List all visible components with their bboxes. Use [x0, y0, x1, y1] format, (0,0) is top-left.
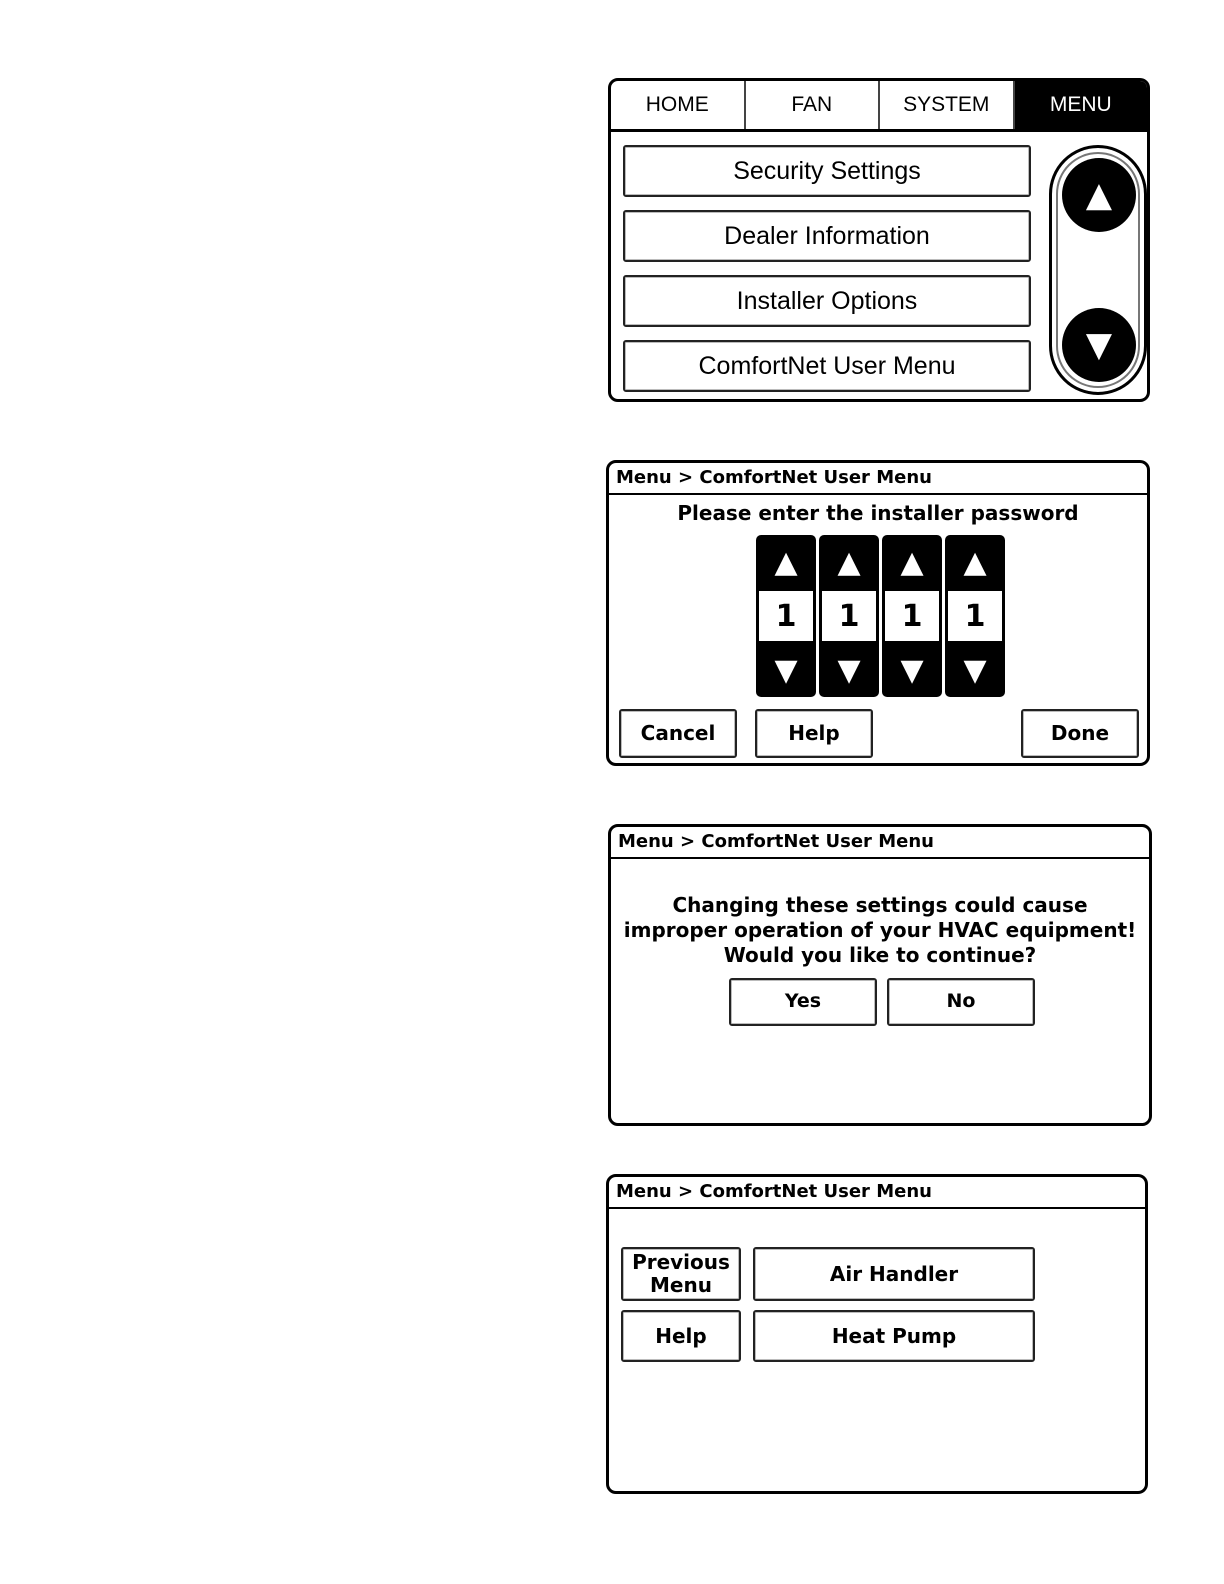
help-button[interactable]: Help	[755, 709, 873, 758]
comfortnet-menu-screen	[606, 1174, 1148, 1494]
digit-down-button[interactable]	[819, 643, 879, 697]
previous-menu-label-line1: Previous	[632, 1250, 730, 1274]
main-menu-screen	[608, 78, 1150, 402]
digit-value: 1	[822, 591, 876, 641]
triangle-up-icon: ▲	[774, 544, 798, 580]
triangle-up-icon: ▲	[900, 544, 924, 580]
installer-options-button[interactable]: Installer Options	[623, 275, 1031, 327]
air-handler-button[interactable]: Air Handler	[753, 1247, 1035, 1301]
dealer-information-button[interactable]: Dealer Information	[623, 210, 1031, 262]
no-button[interactable]: No	[887, 978, 1035, 1026]
digit-spinner	[882, 535, 942, 697]
digit-spinner	[756, 535, 816, 697]
scroll-up-button[interactable]	[1062, 158, 1136, 232]
previous-menu-label-line2: Menu	[650, 1273, 712, 1297]
triangle-up-icon: ▲	[837, 544, 861, 580]
tab-bar	[611, 81, 1147, 132]
tab-home[interactable]: HOME	[611, 81, 746, 129]
help-button[interactable]: Help	[621, 1310, 741, 1362]
tab-fan[interactable]: FAN	[746, 81, 881, 129]
breadcrumb: Menu > ComfortNet User Menu	[609, 1177, 1145, 1209]
triangle-down-icon: ▼	[774, 652, 798, 688]
password-prompt: Please enter the installer password	[677, 501, 1079, 525]
done-button[interactable]: Done	[1021, 709, 1139, 758]
heat-pump-button[interactable]: Heat Pump	[753, 1310, 1035, 1362]
triangle-down-icon: ▼	[1085, 325, 1113, 365]
triangle-down-icon: ▼	[963, 652, 987, 688]
scroll-bar	[1049, 145, 1147, 395]
yes-button[interactable]: Yes	[729, 978, 877, 1026]
security-settings-button[interactable]: Security Settings	[623, 145, 1031, 197]
digit-value: 1	[885, 591, 939, 641]
warning-message: Changing these settings could cause improper operation of your HVAC equipment! Would you like to continue?	[623, 893, 1137, 967]
password-screen	[606, 460, 1150, 766]
warning-screen	[608, 824, 1152, 1126]
digit-up-button[interactable]	[882, 535, 942, 589]
triangle-up-icon: ▲	[1085, 175, 1113, 215]
cancel-button[interactable]: Cancel	[619, 709, 737, 758]
triangle-down-icon: ▼	[900, 652, 924, 688]
tab-menu[interactable]: MENU	[1015, 81, 1148, 129]
digit-up-button[interactable]	[819, 535, 879, 589]
digit-value: 1	[759, 591, 813, 641]
previous-menu-button[interactable]	[621, 1247, 741, 1301]
tab-system[interactable]: SYSTEM	[880, 81, 1015, 129]
digit-spinner	[945, 535, 1005, 697]
digit-down-button[interactable]	[882, 643, 942, 697]
triangle-down-icon: ▼	[837, 652, 861, 688]
digit-up-button[interactable]	[756, 535, 816, 589]
digit-value: 1	[948, 591, 1002, 641]
comfortnet-user-menu-button[interactable]: ComfortNet User Menu	[623, 340, 1031, 392]
digit-down-button[interactable]	[945, 643, 1005, 697]
breadcrumb: Menu > ComfortNet User Menu	[609, 463, 1147, 495]
digit-up-button[interactable]	[945, 535, 1005, 589]
digit-spinner	[819, 535, 879, 697]
scroll-down-button[interactable]	[1062, 308, 1136, 382]
digit-down-button[interactable]	[756, 643, 816, 697]
breadcrumb: Menu > ComfortNet User Menu	[611, 827, 1149, 859]
triangle-up-icon: ▲	[963, 544, 987, 580]
